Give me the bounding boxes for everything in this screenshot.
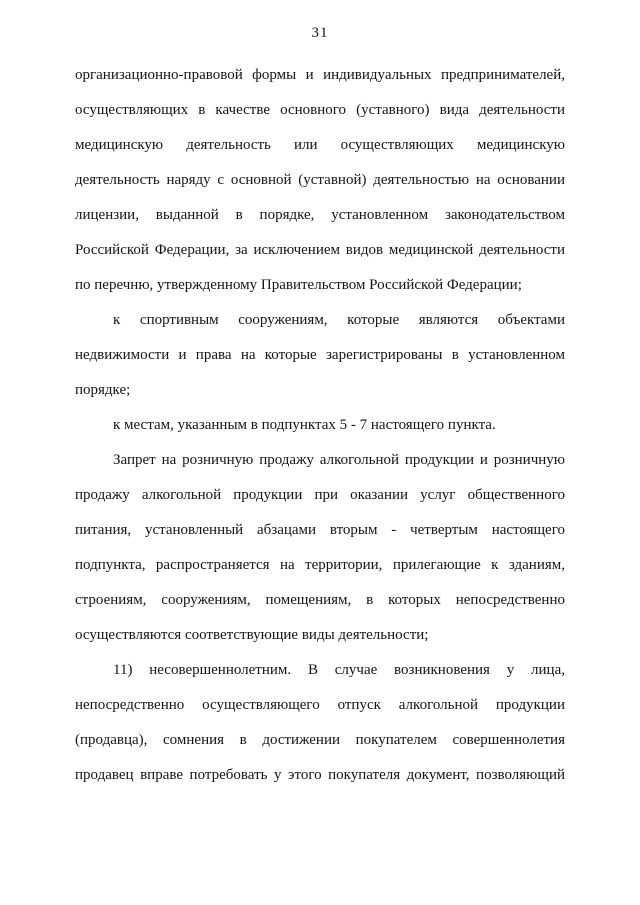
page-number: 31 xyxy=(311,25,329,41)
text-line: продавец вправе потребовать у этого покупателя документ, позволяющий xyxy=(75,767,565,783)
text-line: 11) несовершеннолетним. В случае возникновения у лица, xyxy=(113,662,565,678)
text-line: лицензии, выданной в порядке, установленном законодательством xyxy=(75,207,565,223)
text-line: недвижимости и права на которые зарегистрированы в установленном xyxy=(75,347,565,363)
text-line: Российской Федерации, за исключением видов медицинской деятельности xyxy=(75,242,565,258)
text-block xyxy=(75,58,565,793)
text-line: по перечню, утвержденному Правительством Российской Федерации; xyxy=(75,277,522,293)
text-line: (продавца), сомнения в достижении покупателем совершеннолетия xyxy=(75,732,565,748)
text-line: непосредственно осуществляющего отпуск алкогольной продукции xyxy=(75,697,565,713)
text-line: медицинскую деятельность или осуществляющих медицинскую xyxy=(75,137,565,153)
text-line: подпункта, распространяется на территории, прилегающие к зданиям, xyxy=(75,557,565,573)
text-line: организационно-правовой формы и индивидуальных предпринимателей, xyxy=(75,67,565,83)
text-line: продажу алкогольной продукции при оказании услуг общественного xyxy=(75,487,565,503)
text-line: к спортивным сооружениям, которые являются объектами xyxy=(113,312,565,328)
text-line: деятельность наряду с основной (уставной) деятельностью на основании xyxy=(75,172,565,188)
text-line: Запрет на розничную продажу алкогольной продукции и розничную xyxy=(113,452,565,468)
text-line: строениям, сооружениям, помещениям, в которых непосредственно xyxy=(75,592,565,608)
text-line: осуществляющих в качестве основного (уставного) вида деятельности xyxy=(75,102,565,118)
text-line: питания, установленный абзацами вторым - четвертым настоящего xyxy=(75,522,565,538)
text-line: осуществляются соответствующие виды деятельности; xyxy=(75,627,429,643)
text-line: к местам, указанным в подпунктах 5 - 7 настоящего пункта. xyxy=(113,417,496,433)
text-line: порядке; xyxy=(75,382,131,398)
